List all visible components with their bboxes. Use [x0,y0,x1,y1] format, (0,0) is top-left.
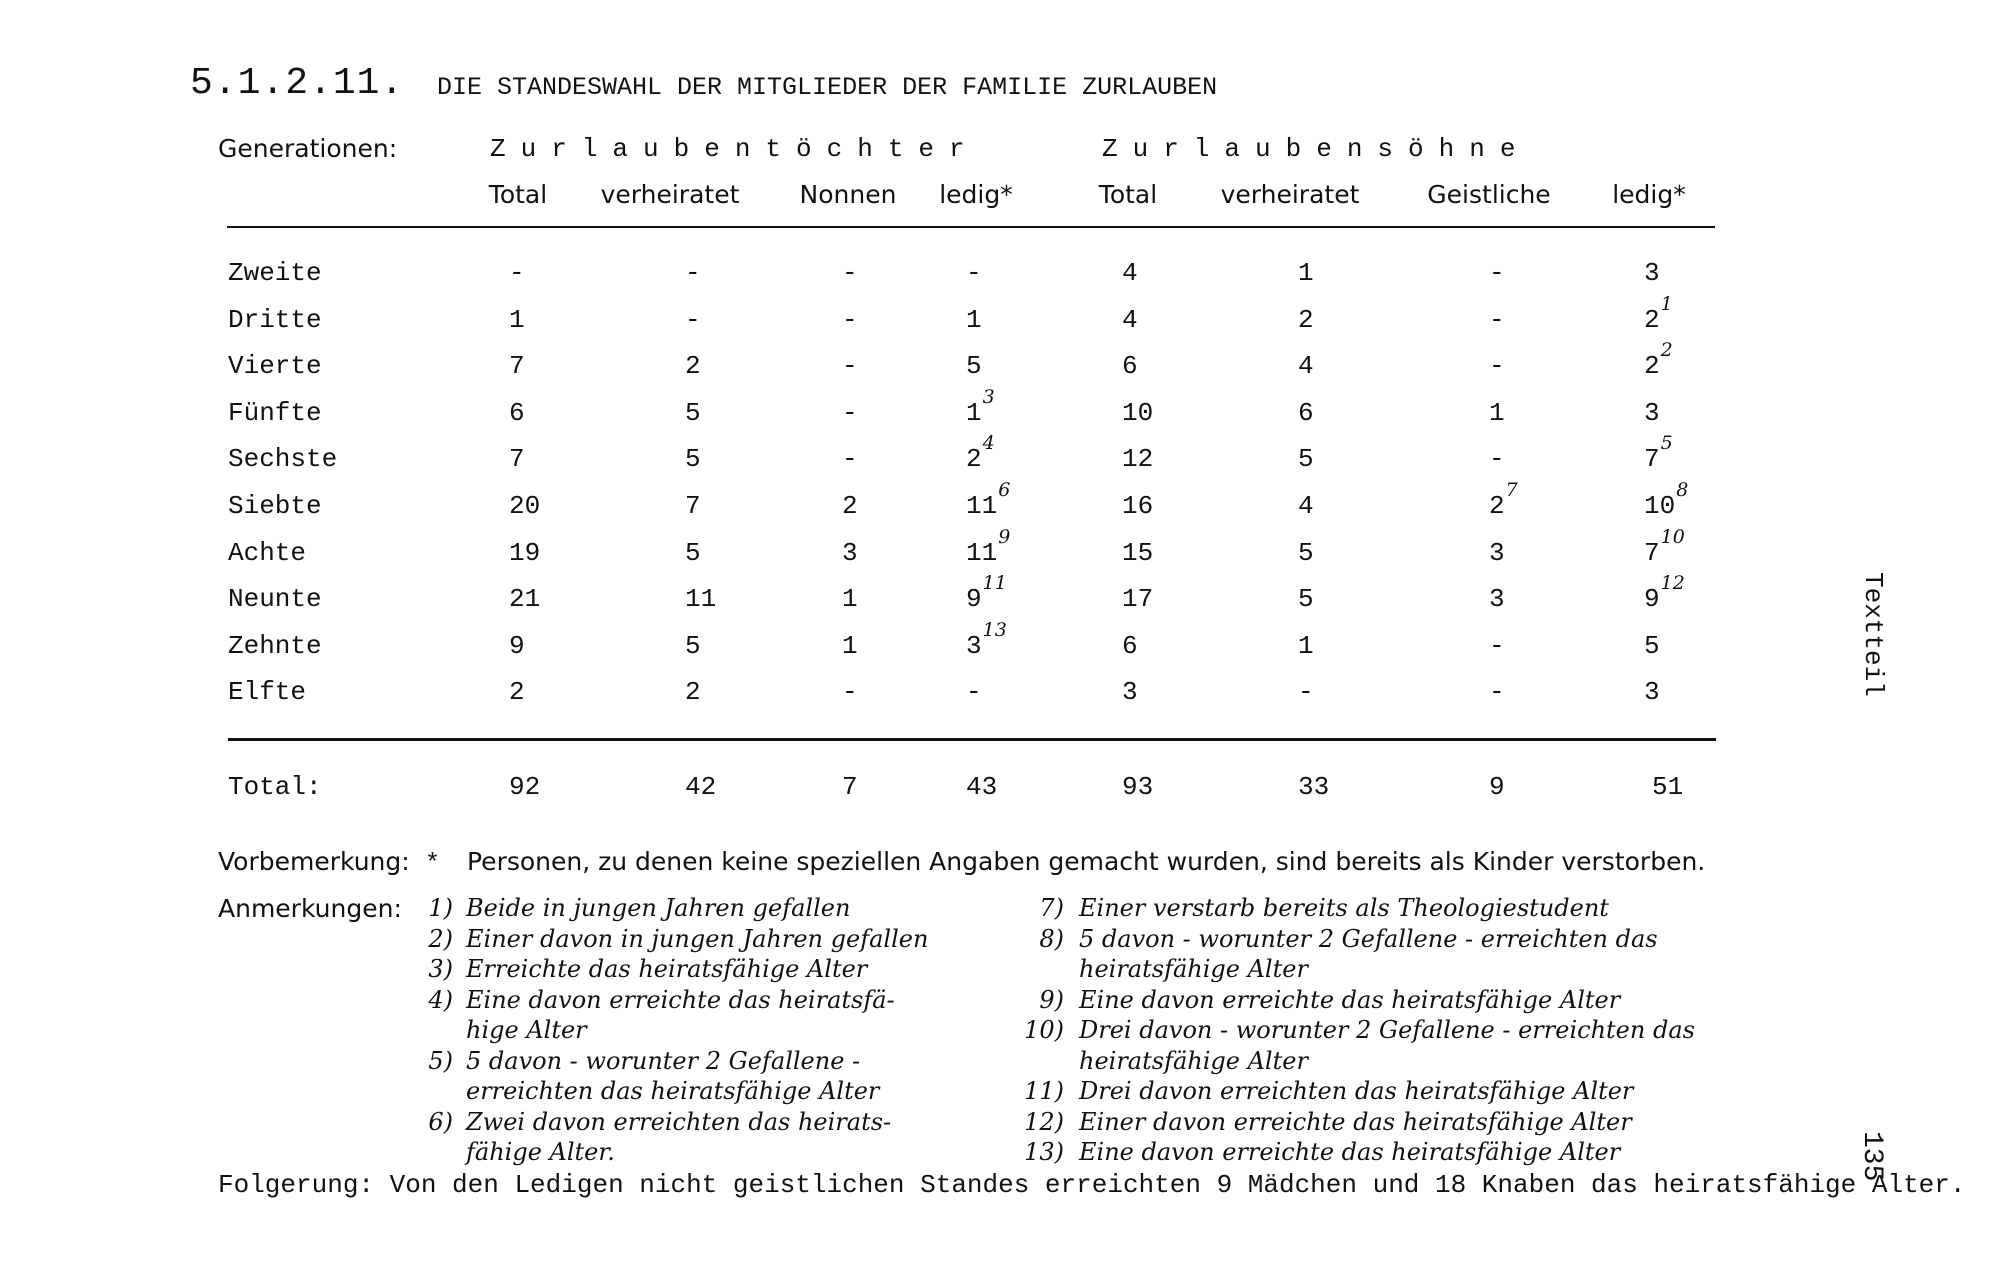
table-cell [1298,398,1314,428]
column-header: Total [488,180,548,209]
cell-value: 10 [1122,397,1154,428]
table-cell [685,491,701,521]
cell-value: 3 [1644,397,1660,428]
table-cell [1489,258,1505,288]
footnote-text: Zwei davon erreichten das heirats- [466,1107,892,1136]
cell-value: 3 [966,630,982,661]
cell-value: 2 [1644,304,1660,335]
footnote-text: Einer verstarb bereits als Theologiestudent [1079,894,1609,922]
cell-value: 11 [685,584,717,615]
cell-value: 9 [509,630,525,661]
table-cell [685,538,701,568]
cell-value: 5 [685,444,701,475]
cell-value: 4 [1122,258,1138,288]
column-header: Geistliche [1427,180,1551,209]
cell-value: 6 [1298,397,1314,428]
cell-value: 11 [966,537,998,568]
total-rule [228,738,1716,741]
total-cell: 43 [966,772,998,802]
footnote-number: 3) [428,955,453,983]
cell-value: 5 [685,537,701,568]
footnote-marker: 2 [1660,339,1673,362]
table-cell [1489,305,1505,335]
group-heading-daughters: Zurlaubentöchter [490,134,980,164]
table-cell [509,677,525,707]
footnote-text: Beide in jungen Jahren gefallen [466,894,851,922]
section-number: 5.1.2.11. [190,62,405,105]
table-cell [842,444,858,474]
cell-value: 5 [685,397,701,428]
cell-value: 10 [1644,491,1676,521]
table-cell [509,305,525,335]
cell-value: - [842,351,858,382]
table-cell [1298,631,1314,661]
cell-value: 1 [1298,630,1314,661]
column-header: ledig* [1612,180,1686,209]
cell-value: 5 [966,351,982,382]
table-cell [509,538,540,568]
table-cell [842,258,858,288]
table-cell [1122,538,1153,568]
page-title: DIE STANDESWAHL DER MITGLIEDER DER FAMILIE ZURLAUBEN [437,73,1218,102]
table-cell [842,305,858,335]
footnote-text: heiratsfähige Alter [1079,1046,1308,1075]
footnote-marker: 6 [998,479,1011,501]
table-cell [1122,584,1153,614]
table-cell [966,572,1007,615]
table-cell [509,351,525,381]
cell-value: 3 [1644,258,1660,288]
footnote-marker: 5 [1660,432,1673,455]
table-cell [1489,631,1505,661]
table-cell [1644,432,1673,475]
table-cell [842,398,858,428]
footnote-text: 5 davon - worunter 2 Gefallene - [466,1046,861,1075]
footnote-text: Eine davon erreichte das heiratsfähige Alter [1079,985,1621,1014]
table-cell [509,584,540,614]
page-number: 135 [1856,1131,1887,1182]
footnote-text: erreichten das heiratsfähige Alter [466,1077,880,1105]
footnote-text: heiratsfähige Alter [1079,955,1308,983]
table-cell [966,432,995,475]
footnote-marker: 4 [982,432,995,455]
cell-value: 6 [509,397,525,428]
table-cell [1644,525,1685,568]
table-cell [1489,479,1518,521]
footnote-number: 12) [1024,1107,1064,1136]
generation-label: Fünfte [228,397,322,428]
cell-value: - [966,258,982,288]
footnote-marker: 9 [998,525,1011,548]
table-cell [1122,258,1138,288]
footnote-text: Drei davon - worunter 2 Gefallene - erreichten das [1079,1016,1695,1044]
table-cell [842,631,858,661]
column-header: verheiratet [1220,180,1360,209]
table-cell [685,351,701,381]
footnote-number: 5) [428,1046,453,1075]
column-header: Nonnen [799,180,897,209]
cell-value: 3 [1122,677,1138,708]
table-cell [1644,398,1660,428]
footnote-marker: 8 [1676,479,1689,501]
table-cell [1644,572,1685,615]
table-cell [1489,444,1505,474]
cell-value: 20 [509,491,541,521]
table-cell [1644,258,1660,288]
cell-value: 2 [1644,351,1660,382]
cell-value: 3 [1489,584,1505,615]
generation-label: Zehnte [228,630,322,661]
cell-value: 5 [1644,630,1660,661]
footnote-marker: 1 [1660,292,1673,315]
cell-value: 3 [1644,677,1660,708]
generation-label: Zweite [228,258,322,288]
cell-value: 4 [1122,304,1138,335]
generation-label: Achte [228,537,307,568]
cell-value: 5 [1298,584,1314,615]
total-cell: 92 [509,772,541,802]
cell-value: - [1489,677,1505,708]
cell-value: 21 [509,584,541,615]
cell-value: - [685,304,701,335]
table-cell [1122,398,1153,428]
cell-value: 19 [509,537,541,568]
cell-value: 17 [1122,584,1154,615]
footnote-number: 10) [1024,1016,1064,1044]
cell-value: 7 [1644,537,1660,568]
cell-value: 11 [966,491,998,521]
cell-value: 6 [1122,351,1138,382]
total-cell: 93 [1122,772,1154,802]
cell-value: - [1298,677,1314,708]
cell-value: 5 [1298,444,1314,475]
table-cell [509,258,525,288]
table-cell [1298,444,1314,474]
table-cell [1122,351,1138,381]
table-cell [966,351,982,381]
cell-value: 9 [966,584,982,615]
table-cell [1644,292,1673,335]
table-cell [1122,444,1153,474]
table-cell [966,385,995,428]
footnote-text: fähige Alter. [466,1138,615,1166]
cell-value: 7 [1644,444,1660,475]
footnote-text: Eine davon erreichte das heiratsfähige Alter [1079,1138,1621,1166]
cell-value: 12 [1122,444,1154,475]
table-cell [685,258,701,288]
cell-value: - [842,304,858,335]
table-cell [1122,491,1153,521]
generation-label: Vierte [228,351,322,382]
cell-value: 1 [1489,397,1505,428]
cell-value: - [1489,304,1505,335]
table-cell [1298,491,1314,521]
total-cell: 51 [1652,772,1684,802]
vorbemerkung-star: * [425,849,441,878]
table-cell [685,677,701,707]
folgerung-text: Folgerung: Von den Ledigen nicht geistlichen Standes erreichten 9 Mädchen und 18 Knaben das heiratsfähige Alter. [218,1170,1966,1200]
table-cell [509,631,525,661]
generation-label: Neunte [228,584,322,615]
cell-value: 1 [842,584,858,615]
table-cell [1122,677,1138,707]
cell-value: 3 [842,537,858,568]
cell-value: 1 [842,630,858,661]
vorbemerkung-label: Vorbemerkung: [218,847,410,876]
group-heading-sons: Zurlaubensöhne [1102,134,1531,164]
footnote-text: Einer davon erreichte das heiratsfähige Alter [1079,1107,1632,1136]
cell-value: - [842,258,858,288]
cell-value: 16 [1122,491,1154,521]
table-cell [1489,351,1505,381]
cell-value: - [1489,351,1505,382]
cell-value: 1 [966,397,982,428]
footnote-marker: 10 [1660,525,1685,548]
table-cell [966,479,1011,521]
cell-value: - [1489,444,1505,475]
table-cell [1489,538,1505,568]
column-header: ledig* [939,180,1013,209]
table-cell [1489,398,1505,428]
footnote-marker: 12 [1660,572,1685,595]
cell-value: 9 [1644,584,1660,615]
table-cell [1298,584,1314,614]
table-cell [842,538,858,568]
total-cell: 9 [1489,772,1505,802]
footnote-marker: 13 [982,618,1007,641]
cell-value: 2 [966,444,982,475]
generation-label: Sechste [228,444,338,475]
cell-value: 2 [685,351,701,382]
cell-value: 2 [685,677,701,708]
table-cell [685,305,701,335]
table-cell [1644,479,1689,521]
footnote-number: 2) [428,924,453,953]
cell-value: - [685,258,701,288]
cell-value: - [842,677,858,708]
footnote-marker: 7 [1505,479,1518,501]
table-cell [966,305,982,335]
side-label: Textteil [1858,572,1888,697]
generations-label: Generationen: [218,134,398,163]
table-cell [966,677,982,707]
footnote-number: 4) [428,985,453,1014]
footnote-text: Einer davon in jungen Jahren gefallen [466,924,929,953]
footnote-marker: 11 [982,572,1007,595]
generation-label: Siebte [228,491,322,521]
table-cell [1489,677,1505,707]
table-cell [1489,584,1505,614]
footnote-number: 9) [1039,985,1064,1014]
cell-value: - [842,397,858,428]
footnote-marker: 3 [982,385,995,408]
table-cell [842,584,858,614]
cell-value: 15 [1122,537,1154,568]
anmerkungen-label: Anmerkungen: [218,894,402,923]
total-cell: 33 [1298,772,1330,802]
footnote-number: 1) [428,894,453,922]
table-cell [1122,305,1138,335]
cell-value: 3 [1489,537,1505,568]
footnote-number: 8) [1039,924,1064,953]
cell-value: 4 [1298,491,1314,521]
total-label: Total: [228,772,322,802]
footnote-number: 13) [1024,1138,1064,1166]
table-cell [1644,631,1660,661]
footnote-text: Erreichte das heiratsfähige Alter [466,955,868,983]
cell-value: 1 [966,304,982,335]
cell-value: - [1489,258,1505,288]
cell-value: 7 [685,491,701,521]
footnote-text: Drei davon erreichten das heiratsfähige Alter [1079,1077,1634,1105]
table-cell [966,618,1007,661]
total-cell: 42 [685,772,717,802]
footnote-text: hige Alter [466,1016,587,1044]
footnote-number: 7) [1039,894,1064,922]
cell-value: - [1489,630,1505,661]
cell-value: 5 [685,630,701,661]
vorbemerkung-text: Personen, zu denen keine speziellen Angaben gemacht wurden, sind bereits als Kinder verstorben. [467,847,1706,876]
cell-value: 4 [1298,351,1314,382]
generation-label: Elfte [228,677,307,708]
cell-value: - [509,258,525,288]
table-cell [1122,631,1138,661]
cell-value: 2 [842,491,858,521]
cell-value: 7 [509,351,525,382]
cell-value: 6 [1122,630,1138,661]
table-cell [1298,351,1314,381]
table-cell [509,398,525,428]
cell-value: 2 [1489,491,1505,521]
footnote-number: 6) [428,1107,453,1136]
cell-value: 1 [509,304,525,335]
table-cell [842,677,858,707]
table-cell [842,491,858,521]
table-cell [1298,677,1314,707]
column-header: verheiratet [600,180,740,209]
table-cell [509,444,525,474]
table-cell [1298,258,1314,288]
cell-value: 2 [509,677,525,708]
table-cell [685,398,701,428]
cell-value: - [842,444,858,475]
table-cell [1644,339,1673,382]
table-cell [966,258,982,288]
table-cell [966,525,1011,568]
total-cell: 7 [842,772,858,802]
footnote-text: 5 davon - worunter 2 Gefallene - erreichten das [1079,924,1658,953]
table-cell [509,491,540,521]
cell-value: 1 [1298,258,1314,288]
cell-value: 2 [1298,304,1314,335]
header-rule [227,226,1715,228]
table-cell [1298,305,1314,335]
cell-value: 5 [1298,537,1314,568]
table-cell [685,631,701,661]
table-cell [842,351,858,381]
table-cell [1644,677,1660,707]
cell-value: 7 [509,444,525,475]
column-header: Total [1098,180,1158,209]
cell-value: - [966,677,982,708]
table-cell [685,444,701,474]
footnote-number: 11) [1024,1077,1064,1105]
table-cell [685,584,716,614]
generation-label: Dritte [228,304,322,335]
table-cell [1298,538,1314,568]
footnote-text: Eine davon erreichte das heiratsfä- [466,985,895,1014]
